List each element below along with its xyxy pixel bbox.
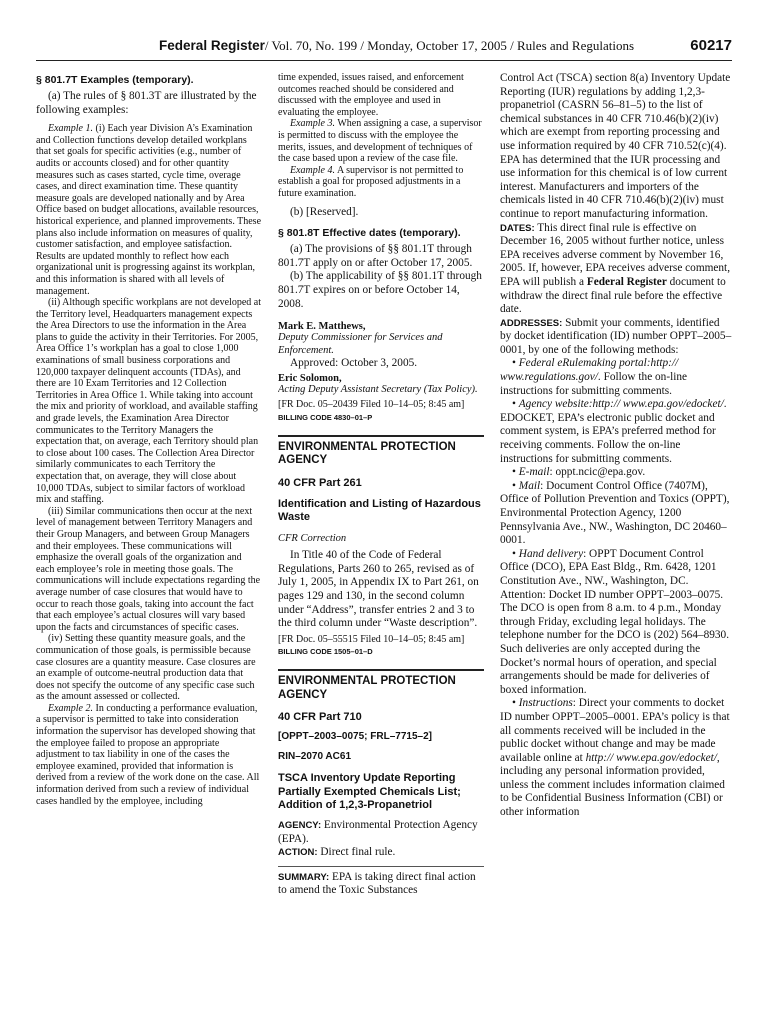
header-citation (159, 38, 634, 54)
action-label: ACTION: (278, 847, 318, 859)
action-line (278, 846, 484, 860)
intro-paragraph: (a) The rules of § 801.3T are illustrated by the following examples: (36, 90, 257, 116)
example-1-text: (i) Each year Division A’s Examination and Collection functions develop detailed workplans that set goals for specific activities (e.g., number of audits or accounts closed) and for other quantity measures such as cases started, cycle time, overage cases, and direct examination time. These quantity measure goals are developed nationally and by Area Office based on budget allocations, available resources, historical experience, and planned improvements. These plans also include information on measures of quality, customer satisfaction, and employee satisfaction. Results are updated monthly to reflect how each organizational unit is progressing against its workplan, and this information is shared with all levels of management. (36, 123, 261, 297)
example-4 (278, 165, 484, 200)
method-mail-text: : Document Control Office (7407M), Office of Pollution Prevention and Toxics (OPPT), Environmental Protection Agency, 1200 Pennsylvania Ave., NW., Washington, DC 20460–0001. (500, 479, 730, 547)
effective-date-a: (a) The provisions of §§ 801.1T through 801.7T apply on or after October 17, 2005. (278, 243, 473, 269)
example-1-iii: (iii) Similar communications then occur at the next level of management between Territory Managers and their Group Managers, and between Group Managers and their employees. These communications will emphasize the overall goals of the organization and each employee’s role in meeting those goals. The communications will include expectations regarding the average number of case closures that would have to occur to reach those goals, taking into account the fact that each employee’s actual closures will vary based upon the facts and circumstances of specific cases. (36, 505, 261, 633)
example-4-label: Example 4. (290, 164, 335, 176)
method-hand-delivery (500, 548, 732, 698)
example-3 (278, 118, 484, 164)
agency-label: AGENCY: (278, 819, 322, 831)
method-website-text: . EDOCKET, EPA’s electronic public docket and comment system, is EPA’s preferred method for receiving comments. Follow the on-line instructions for submitting comments. (500, 398, 727, 465)
method-instructions-end: , including any personal information provided, unless the comment includes information claimed to be Confidential Business Information (CBI) or other information (500, 751, 725, 819)
billing-code-2: BILLING CODE 1505–01–D (278, 647, 373, 657)
page-header (36, 38, 732, 58)
header-divider (36, 60, 732, 61)
method-website-url[interactable]: :http:// www.epa.gov/edocket/ (588, 398, 724, 411)
method-portal-url[interactable]: :http:// www.regulations.gov/ (500, 357, 679, 384)
dates-paragraph (500, 222, 732, 317)
section-divider (278, 435, 484, 437)
dates-text-end: document to withdraw the direct final rule before the effective date. (500, 275, 726, 316)
correction-text: In Title 40 of the Code of Federal Regulations, Parts 260 to 265, revised as of July 1, 2005, in Appendix IX to Part 261, on pages 129 and 130, in the second column under “Address”, transfer entries 2 and 3 to the third column under “Waste description”. (278, 549, 479, 630)
column-3 (500, 72, 732, 820)
billing-code-1: BILLING CODE 4830–01–P (278, 412, 373, 422)
effective-date-b: (b) The applicability of §§ 801.1T through 801.7T expires on or before October 14, 2008. (278, 270, 482, 310)
dates-label: DATES: (500, 222, 535, 234)
agency-line (278, 819, 484, 846)
method-email-text[interactable]: : oppt.ncic@epa.gov. (549, 466, 646, 479)
cfr-part-261: 40 CFR Part 261 (278, 476, 362, 489)
section-divider (278, 669, 484, 671)
example-4-text: A supervisor is not permitted to establish a goal for proposed adjustments in a future examination. (278, 164, 464, 199)
subject-hazardous-waste: Identification and Listing of Hazardous Waste (278, 497, 481, 524)
fr-doc-1: [FR Doc. 05–20439 Filed 10–14–05; 8:45 am] (278, 399, 465, 411)
agency-heading-1: ENVIRONMENTAL PROTECTION AGENCY (278, 440, 456, 467)
approval-date: Approved: October 3, 2005. (290, 357, 418, 370)
agency-value: Environmental Protection Agency (EPA). (278, 818, 478, 845)
method-mail-label: Mail (518, 479, 541, 492)
section-title-801-8t: § 801.8T Effective dates (temporary). (278, 227, 461, 240)
dates-federal-register: Federal Register (586, 275, 667, 288)
method-portal (500, 357, 732, 398)
method-hand-delivery-text: : OPPT Document Control Office (DCO), EPA East Bldg., Rm. 6428, 1201 Constitution Ave., NW., Washington, DC. Attention: Docket ID number OPPT–2003–0075. The DCO is open from 8 a.m. to 4 p.m., Monday through Friday, excluding legal holidays. The telephone number for the DCO is (202) 564–8930. Such deliveries are only accepted during the Docket’s normal hours of operation, and special arrangements should be made for deliveries of boxed information. (500, 547, 730, 696)
method-hand-delivery-label: Hand delivery (518, 547, 584, 560)
example-1 (36, 123, 261, 297)
publication-name: Federal Register (159, 38, 265, 53)
dates-text: This direct final rule is effective on December 16, 2005 without further notice, unless EPA receives adverse comment by November 16, 2005. If, however, EPA receives adverse comment, EPA will publish a (500, 221, 731, 288)
subject-tsca: TSCA Inventory Update Reporting Partially Exempted Chemicals List; Addition of 1,2,3-Propanetriol (278, 772, 461, 812)
example-1-iv: (iv) Setting these quantity measure goals, and the communication of those goals, is permissible because case closures are a quantity measure. Case closures are an example of outcome-neutral production data that does not specify the outcome of any specific case such as the amount assessed or collected. (36, 633, 256, 703)
signer-2-title: Acting Deputy Assistant Secretary (Tax Policy). (278, 383, 478, 395)
agency-heading-2: ENVIRONMENTAL PROTECTION AGENCY (278, 675, 456, 701)
cfr-correction-label: CFR Correction (278, 532, 347, 544)
signer-1-name: Mark E. Matthews, (278, 321, 366, 333)
summary-value: EPA is taking direct final action to amend the Toxic Substances (278, 870, 476, 897)
column-2 (278, 72, 484, 898)
addresses-text: Submit your comments, identified by docket identification (ID) number OPPT–2005–0001, by one of the following methods: (500, 316, 732, 356)
rin-number: RIN–2070 AC61 (278, 751, 352, 763)
method-instructions (500, 697, 732, 819)
fr-doc-2: [FR Doc. 05–55515 Filed 10–14–05; 8:45 am] (278, 633, 465, 645)
docket-number: [OPPT–2003–0075; FRL–7715–2] (278, 731, 432, 743)
issue-info: / Vol. 70, No. 199 / Monday, October 17, 2005 / Rules and Regulations (264, 38, 634, 53)
action-value: Direct final rule. (317, 846, 396, 859)
method-portal-label: Federal eRulemaking portal (518, 357, 647, 370)
example-2-continued: time expended, issues raised, and enforcement outcomes reached should be considered and discussed with the employee and used in evaluating the employee. (278, 72, 464, 118)
summary-divider (278, 866, 484, 867)
summary-line (278, 871, 484, 898)
example-2-text: In conducting a performance evaluation, a supervisor is permitted to take into consideration information the supervisor has developed showing that the employee failed to propose an appropriate adjustment to tax liability in one of the cases the employee examined, provided that information is derived from a review of the work done on the case. All information derived from such a review of individual cases handled by the employee, including (36, 702, 260, 807)
summary-continued: Control Act (TSCA) section 8(a) Inventory Update Reporting (IUR) regulations by adding 1,2,3-propanetriol (CASRN 56–81–5) to the list of chemical substances in 40 CFR 710.46(b)(2)(iv) which are exempt from reporting processing and use information required by 40 CFR 710.52(c)(4). EPA has determined that the IUR processing and use information for this chemical is of low current interest. Manufacturers and importers of the chemicals listed in 40 CFR 710.46(b)(2)(iv) must continue to report manufacturing information. (500, 72, 731, 220)
column-1 (36, 72, 261, 807)
signer-2-name: Eric Solomon, (278, 372, 342, 384)
page-number: 60217 (690, 37, 732, 54)
example-1-ii: (ii) Although specific workplans are not developed at the Territory level, Headquarters management expects the Area Directors to use the information in the Area plans to guide the activity in their Territories. For 2005, Area Office 1’s workplan has a goal to close 1,000 examinations of small business corporations and 120,000 taxpayer delinquent accounts (TDAs), and there are 10 Exam Territories and 12 Collection Territories in Area Office 1. While taking into account the mix and priority of workload, and available staffing and grade levels, the Examination Area Director communicates to the Territory Managers the expectation that, on average, each Territory should plan to close about 100 cases. The Collection Area Director similarly communicates to each Territory the expectation that, on average, they will close about 10,000 TDAs, subject to similar factors of workload mix and staffing. (36, 297, 261, 506)
method-instructions-label: Instructions (518, 697, 573, 710)
example-2-label: Example 2. (48, 702, 93, 714)
addresses-label: ADDRESSES: (500, 317, 563, 329)
method-portal-text: . Follow the on-line instructions for submitting comments. (500, 371, 688, 397)
signer-1-title: Deputy Commissioner for Services and Enforcement. (278, 332, 443, 356)
method-email-label: E-mail (518, 466, 550, 479)
cfr-part-710: 40 CFR Part 710 (278, 711, 362, 724)
section-title-801-7t: § 801.7T Examples (temporary). (36, 74, 194, 86)
addresses-paragraph (500, 317, 732, 358)
summary-label: SUMMARY: (278, 871, 330, 883)
method-instructions-url[interactable]: http:// www.epa.gov/edocket/ (585, 751, 717, 764)
example-3-text: When assigning a case, a supervisor is permitted to discuss with the employee the merits, issues, and development of techniques of the case based upon a review of the case file. (278, 118, 482, 165)
reserved-paragraph: (b) [Reserved]. (290, 205, 359, 218)
method-mail (500, 480, 732, 548)
method-email (500, 466, 732, 480)
example-2 (36, 703, 261, 807)
example-3-label: Example 3. (290, 118, 335, 130)
method-website-label: Agency website (518, 398, 589, 411)
method-website (500, 398, 732, 466)
example-1-label: Example 1. (48, 123, 93, 135)
method-instructions-text: : Direct your comments to docket ID number OPPT–2005–0001. EPA’s policy is that all comments received will be included in the public docket without change and may be made available online at (500, 697, 730, 764)
